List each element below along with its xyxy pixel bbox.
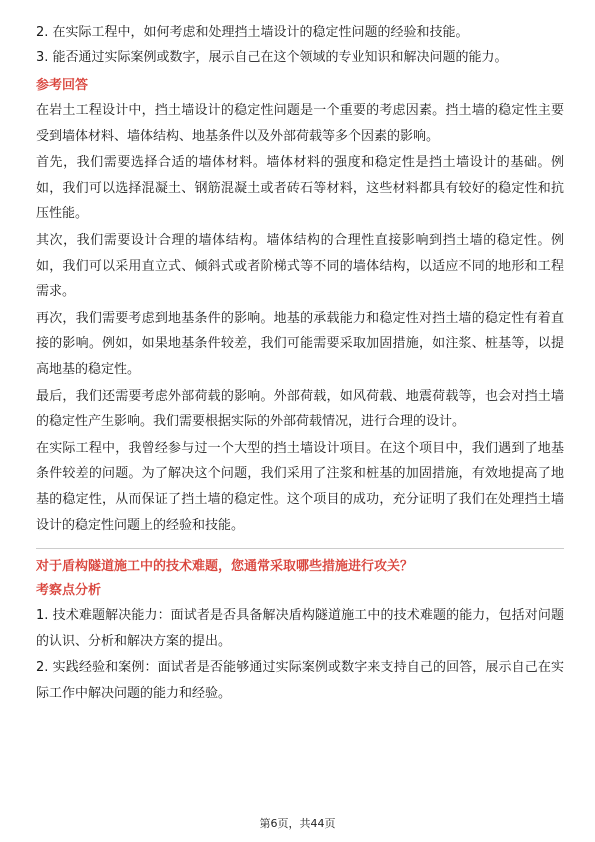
page-content [36,20,564,707]
answer-paragraph: 在实际工程中，我曾经参与过一个大型的挡土墙设计项目。在这个项目中，我们遇到了地基条件较差的问题。为了解决这个问题，我们采用了注浆和桩基的加固措施，有效地提高了地基的稳定性，从而保证了挡土墙的稳定性。这个项目的成功，充分证明了我们在处理挡土墙设计的稳定性问题上的经验和技能。 [36,440,564,533]
analysis-heading: 考察点分析 [36,583,102,599]
answer-section [36,74,564,538]
answer-heading: 参考回答 [36,78,89,93]
answer-paragraph: 再次，我们需要考虑到地基条件的影响。地基的承载能力和稳定性对挡土墙的稳定性有着直接的影响。例如，如果地基条件较差，我们可能需要采取加固措施，如注浆、桩基等，以提高地基的稳定性。 [36,310,564,377]
analysis-point: 2. 实践经验和案例：面试者是否能够通过实际案例或数字来支持自己的回答，展示自己在实际工作中解决问题的能力和经验。 [36,660,564,701]
intro-point: 2. 在实际工程中，如何考虑和处理挡土墙设计的稳定性问题的经验和技能。 [36,25,469,40]
answer-paragraph: 首先，我们需要选择合适的墙体材料。墙体材料的强度和稳定性是挡土墙设计的基础。例如，我们可以选择混凝土、钢筋混凝土或者砖石等材料，这些材料都具有较好的稳定性和抗压性能。 [36,155,564,222]
section-divider [36,548,564,549]
page-number: 第6页，共44页 [259,817,336,830]
answer-paragraph: 最后，我们还需要考虑外部荷载的影响。外部荷载，如风荷载、地震荷载等，也会对挡土墙的稳定性产生影响。我们需要根据实际的外部荷载情况，进行合理的设计。 [36,388,564,430]
intro-points [36,20,564,70]
intro-point: 3. 能否通过实际案例或数字，展示自己在这个领域的专业知识和解决问题的能力。 [36,50,508,65]
answer-paragraph: 在岩土工程设计中，挡土墙设计的稳定性问题是一个重要的考虑因素。挡土墙的稳定性主要受到墙体材料、墙体结构、地基条件以及外部荷载等多个因素的影响。 [36,103,564,144]
answer-paragraph: 其次，我们需要设计合理的墙体结构。墙体结构的合理性直接影响到挡土墙的稳定性。例如，我们可以采用直立式、倾斜式或者阶梯式等不同的墙体结构，以适应不同的地形和工程需求。 [36,232,564,300]
analysis-point: 1. 技术难题解决能力：面试者是否具备解决盾构隧道施工中的技术难题的能力，包括对问题的认识、分析和解决方案的提出。 [36,608,564,649]
page-footer [0,815,595,831]
next-question-section [36,555,564,706]
question-title: 对于盾构隧道施工中的技术难题，您通常采取哪些措施进行攻关？ [36,559,414,575]
